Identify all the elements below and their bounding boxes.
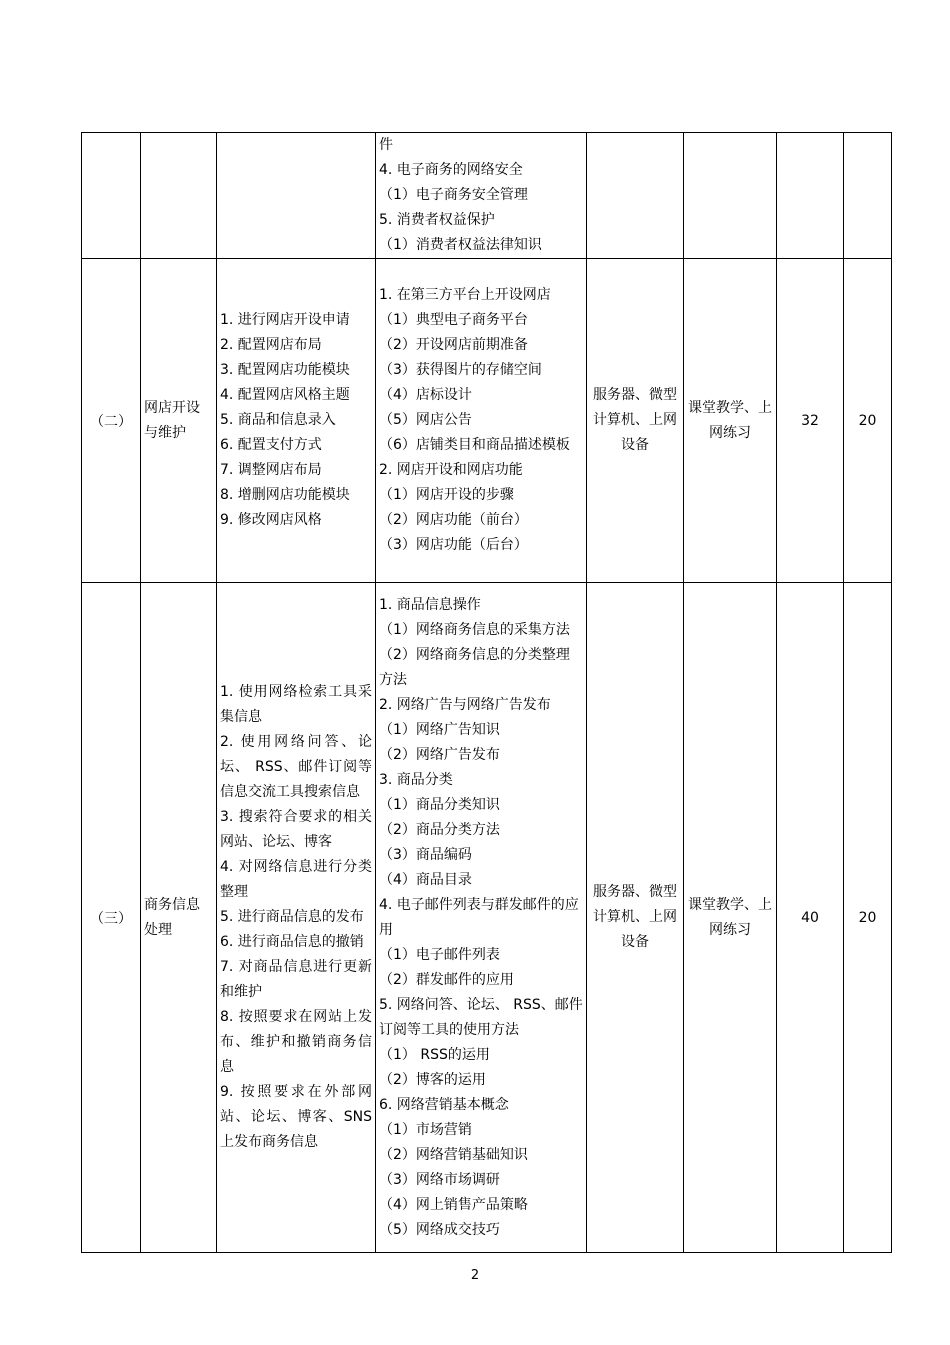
equipment-cell bbox=[587, 259, 684, 583]
module-name-cell bbox=[141, 133, 217, 259]
knowledge-item: 2. 网络广告与网络广告发布 bbox=[379, 696, 551, 713]
equipment-text: 服务器、微型计算机、上网设备 bbox=[593, 884, 677, 950]
teaching-method-cell bbox=[684, 259, 777, 583]
practice-hours-cell bbox=[844, 259, 892, 583]
skills-cell bbox=[217, 583, 376, 1253]
skill-item: 6. 配置支付方式 bbox=[220, 437, 322, 453]
knowledge-item: （1）网络商务信息的采集方法 bbox=[379, 621, 570, 638]
skill-item: 9. 修改网店风格 bbox=[220, 512, 322, 528]
skill-item: 1. 进行网店开设申请 bbox=[220, 312, 350, 328]
equipment-text: 服务器、微型计算机、上网设备 bbox=[593, 387, 677, 453]
total-hours: 40 bbox=[801, 909, 819, 926]
knowledge-item: 1. 商品信息操作 bbox=[379, 596, 481, 613]
skill-item: 7. 对商品信息进行更新和维护 bbox=[220, 959, 372, 1000]
knowledge-item: 4. 电子商务的网络安全 bbox=[379, 162, 523, 178]
practice-hours: 20 bbox=[858, 909, 877, 926]
knowledge-item: 6. 网络营销基本概念 bbox=[379, 1096, 509, 1113]
skill-item: 4. 配置网店风格主题 bbox=[220, 387, 350, 403]
module-number: （二） bbox=[90, 413, 132, 430]
skill-item: 8. 按照要求在网站上发布、维护和撤销商务信息 bbox=[220, 1009, 372, 1075]
total-hours: 32 bbox=[801, 412, 819, 429]
knowledge-item: （2）网络商务信息的分类整理方法 bbox=[379, 646, 570, 688]
knowledge-item: （1）电子邮件列表 bbox=[379, 946, 500, 963]
knowledge-item: 3. 商品分类 bbox=[379, 771, 453, 788]
practice-hours: 20 bbox=[858, 412, 877, 429]
teaching-method-text: 课堂教学、上网练习 bbox=[688, 896, 772, 938]
module-number-cell bbox=[82, 583, 141, 1253]
knowledge-item: （2）商品分类方法 bbox=[379, 821, 500, 838]
skills-cell bbox=[217, 259, 376, 583]
knowledge-item: （2）网店功能（前台） bbox=[379, 512, 528, 528]
skill-item: 7. 调整网店布局 bbox=[220, 462, 322, 478]
skill-item: 9. 按照要求在外部网站、论坛、博客、SNS上发布商务信息 bbox=[220, 1084, 372, 1150]
knowledge-item: （2）开设网店前期准备 bbox=[379, 337, 528, 353]
knowledge-item: （1）电子商务安全管理 bbox=[379, 187, 528, 203]
module-name: 网店开设与维护 bbox=[144, 399, 200, 441]
skill-item: 8. 增删网店功能模块 bbox=[220, 487, 350, 503]
table-row bbox=[82, 259, 892, 583]
teaching-method-text: 课堂教学、上网练习 bbox=[688, 399, 772, 441]
knowledge-cell bbox=[376, 583, 587, 1253]
table-row bbox=[82, 583, 892, 1253]
skill-item: 1. 使用网络检索工具采集信息 bbox=[220, 684, 372, 725]
knowledge-item: （4）商品目录 bbox=[379, 871, 472, 888]
module-number-cell bbox=[82, 133, 141, 259]
total-hours-cell bbox=[777, 259, 844, 583]
total-hours-cell bbox=[777, 583, 844, 1253]
knowledge-item: （4）网上销售产品策略 bbox=[379, 1196, 528, 1213]
table-row bbox=[82, 133, 892, 259]
module-number-cell bbox=[82, 259, 141, 583]
knowledge-item: 5. 网络问答、论坛、 RSS、邮件订阅等工具的使用方法 bbox=[379, 996, 583, 1038]
page-number: 2 bbox=[470, 1268, 480, 1283]
knowledge-cell bbox=[376, 259, 587, 583]
module-name: 商务信息处理 bbox=[144, 896, 200, 938]
skill-item: 4. 对网络信息进行分类整理 bbox=[220, 859, 372, 900]
knowledge-item: （2）网络广告发布 bbox=[379, 746, 500, 763]
practice-hours-cell bbox=[844, 133, 892, 259]
knowledge-item: （3）商品编码 bbox=[379, 846, 472, 863]
knowledge-item: （1）市场营销 bbox=[379, 1121, 472, 1138]
knowledge-item: （1）典型电子商务平台 bbox=[379, 312, 528, 328]
skill-item: 5. 商品和信息录入 bbox=[220, 412, 336, 428]
knowledge-cell bbox=[376, 133, 587, 259]
total-hours-cell bbox=[777, 133, 844, 259]
skill-item: 6. 进行商品信息的撤销 bbox=[220, 934, 364, 950]
knowledge-item: （1）网店开设的步骤 bbox=[379, 487, 514, 503]
knowledge-item: （5）网店公告 bbox=[379, 412, 472, 428]
knowledge-item: 件 bbox=[379, 137, 393, 153]
skill-item: 2. 配置网店布局 bbox=[220, 337, 322, 353]
curriculum-table bbox=[81, 132, 892, 1253]
knowledge-item: （1） RSS的运用 bbox=[379, 1046, 490, 1063]
knowledge-item: （5）网络成交技巧 bbox=[379, 1221, 500, 1238]
teaching-method-cell bbox=[684, 583, 777, 1253]
skills-cell bbox=[217, 133, 376, 259]
knowledge-item: （2）博客的运用 bbox=[379, 1071, 486, 1088]
skill-item: 3. 搜索符合要求的相关网站、论坛、博客 bbox=[220, 809, 372, 850]
knowledge-item: （3）网络市场调研 bbox=[379, 1171, 500, 1188]
knowledge-item: （6）店铺类目和商品描述模板 bbox=[379, 437, 570, 453]
equipment-cell bbox=[587, 133, 684, 259]
knowledge-item: （1）网络广告知识 bbox=[379, 721, 500, 738]
module-name-cell bbox=[141, 583, 217, 1253]
teaching-method-cell bbox=[684, 133, 777, 259]
skill-item: 2. 使用网络问答、论坛、 RSS、邮件订阅等信息交流工具搜索信息 bbox=[220, 734, 372, 800]
knowledge-item: （1）消费者权益法律知识 bbox=[379, 237, 542, 253]
knowledge-item: 1. 在第三方平台上开设网店 bbox=[379, 287, 551, 303]
knowledge-item: （3）获得图片的存储空间 bbox=[379, 362, 542, 378]
equipment-cell bbox=[587, 583, 684, 1253]
skill-item: 5. 进行商品信息的发布 bbox=[220, 909, 364, 925]
knowledge-item: 2. 网店开设和网店功能 bbox=[379, 462, 523, 478]
knowledge-item: 4. 电子邮件列表与群发邮件的应用 bbox=[379, 896, 579, 938]
knowledge-item: （1）商品分类知识 bbox=[379, 796, 500, 813]
knowledge-item: （4）店标设计 bbox=[379, 387, 472, 403]
knowledge-item: （2）网络营销基础知识 bbox=[379, 1146, 528, 1163]
knowledge-item: 5. 消费者权益保护 bbox=[379, 212, 495, 228]
practice-hours-cell bbox=[844, 583, 892, 1253]
skill-item: 3. 配置网店功能模块 bbox=[220, 362, 350, 378]
knowledge-item: （3）网店功能（后台） bbox=[379, 537, 528, 553]
knowledge-item: （2）群发邮件的应用 bbox=[379, 971, 514, 988]
module-name-cell bbox=[141, 259, 217, 583]
module-number: （三） bbox=[90, 910, 132, 927]
